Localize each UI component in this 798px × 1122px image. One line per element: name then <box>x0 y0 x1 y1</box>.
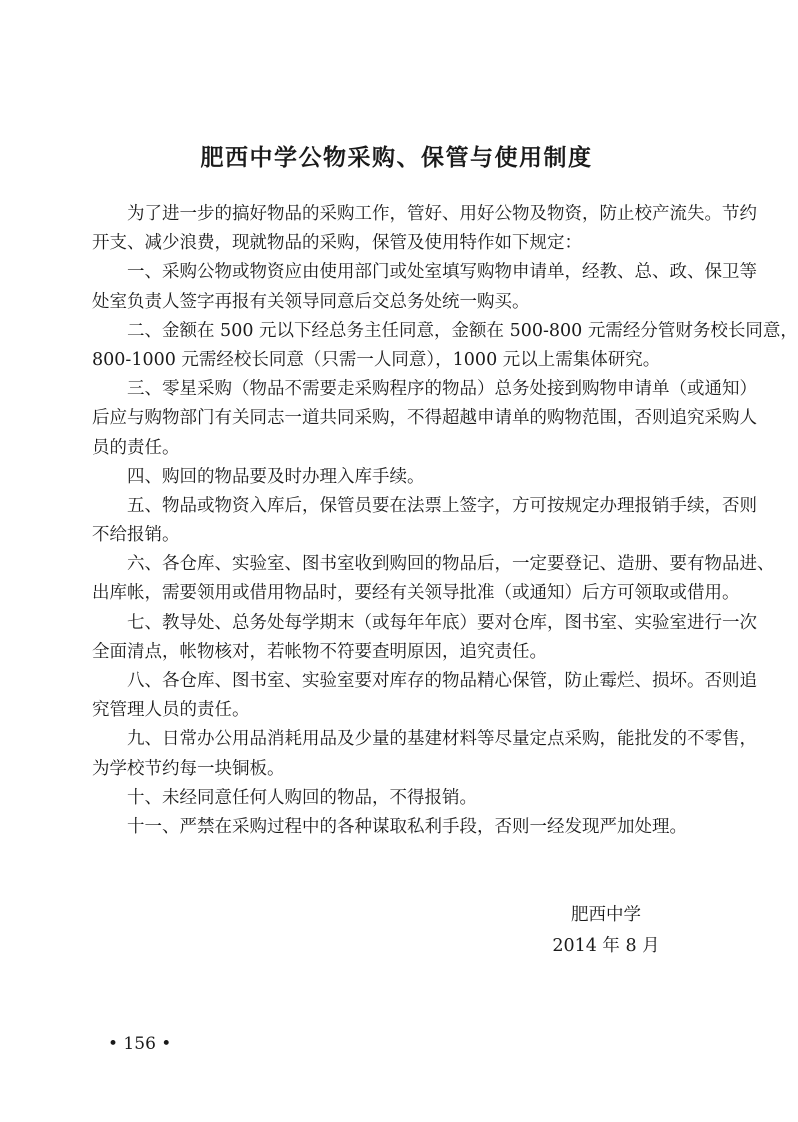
paragraph <box>92 784 690 813</box>
paragraph-line: 七、教导处、总务处每学期末（或每年年底）要对仓库，图书室、实验室进行一次 <box>127 612 757 633</box>
page-number: • 156 • <box>108 1034 172 1054</box>
paragraph-line: 全面清点，帐物核对，若帐物不符要查明原因，追究责任。 <box>92 641 547 662</box>
paragraph-line: 开支、减少浪费，现就物品的采购，保管及使用特作如下规定： <box>92 233 582 254</box>
document-body <box>92 200 798 842</box>
paragraph-line: 后应与购物部门有关同志一道共同采购，不得超越申请单的购物范围，否则追究采购人 <box>92 408 757 429</box>
paragraph <box>92 725 757 783</box>
paragraph-line: 八、各仓库、图书室、实验室要对库存的物品精心保管，防止霉烂、损坏。否则追 <box>127 671 757 691</box>
paragraph <box>92 375 757 463</box>
document-title: 肥西中学公物采购、保管与使用制度 <box>200 144 593 171</box>
paragraph-line: 为了进一步的搞好物品的采购工作，管好、用好公物及物资，防止校产流失。节约 <box>127 204 757 224</box>
paragraph-line: 四、购回的物品要及时办理入库手续。 <box>127 466 425 487</box>
paragraph-line: 为学校节约每一块铜板。 <box>92 758 285 779</box>
paragraph-line: 不给报销。 <box>92 525 180 546</box>
signature-block <box>546 900 666 962</box>
paragraph-line: 处室负责人签字再报有关领导同意后交总务处统一购买。 <box>92 291 530 312</box>
paragraph <box>92 492 757 550</box>
paragraph-line: 十一、严禁在采购过程中的各种谋取私利手段，否则一经发现严加处理。 <box>127 816 687 837</box>
paragraph-line: 员的责任。 <box>92 437 180 458</box>
paragraph <box>92 317 798 375</box>
paragraph-line: 究管理人员的责任。 <box>92 700 250 721</box>
paragraph <box>92 200 757 258</box>
paragraph-line: 三、零星采购（物品不需要走采购程序的物品）总务处接到购物申请单（或通知） <box>127 379 757 400</box>
signature-date: 2014 年 8 月 <box>552 936 660 956</box>
paragraph <box>92 609 757 667</box>
paragraph-line: 一、采购公物或物资应由使用部门或处室填写购物申请单，经教、总、政、保卫等 <box>127 262 757 283</box>
paragraph-line: 出库帐，需要领用或借用物品时，要经有关领导批准（或通知）后方可领取或借用。 <box>92 583 740 604</box>
paragraph <box>92 550 775 608</box>
paragraph-line: 九、日常办公用品消耗用品及少量的基建材料等尽量定点采购，能批发的不零售， <box>127 729 757 750</box>
paragraph-line: 六、各仓库、实验室、图书室收到购回的物品后，一定要登记、造册、要有物品进、 <box>127 554 775 575</box>
paragraph-line: 十、未经同意任何人购回的物品，不得报销。 <box>127 787 477 808</box>
paragraph-line: 五、物品或物资入库后，保管员要在法票上签字，方可按规定办理报销手续，否则 <box>127 495 757 516</box>
paragraph-line: 800-1000 元需经校长同意（只需一人同意），1000 元以上需集体研究。 <box>92 349 661 370</box>
signature-org: 肥西中学 <box>571 905 641 925</box>
paragraph <box>92 667 757 725</box>
paragraph <box>92 813 690 842</box>
paragraph <box>92 463 690 492</box>
paragraph <box>92 258 757 316</box>
paragraph-line: 二、金额在 500 元以下经总务主任同意，金额在 500-800 元需经分管财务校长同意， <box>127 320 798 341</box>
